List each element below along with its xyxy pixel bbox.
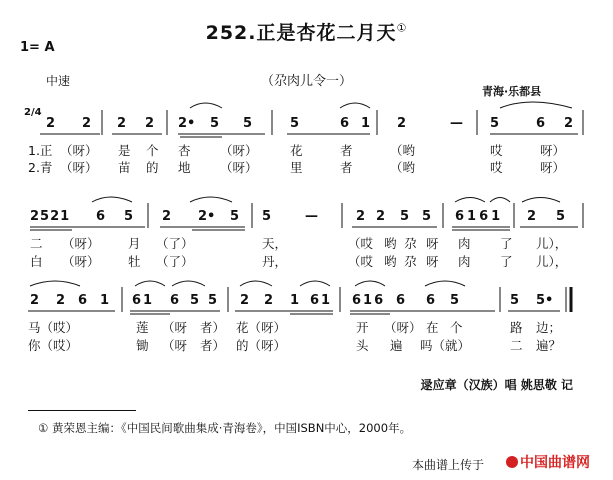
brand-logo-icon [506,456,518,468]
note: 6 [396,293,406,308]
lyric: 了 [500,254,513,269]
lyric: 尕 [404,236,417,251]
lyric: 二 [30,236,43,251]
lyric: 天， [262,236,288,251]
lyric: 头 [356,338,369,353]
lyric: 马（哎） [28,320,79,335]
note: 2• [198,209,216,224]
note: 2 [117,116,127,131]
note: 2 [30,293,40,308]
note: 2 [376,209,386,224]
lyric: 你（哎） [28,338,79,353]
lyric: 呀） [540,160,566,175]
lyric: （呀） [220,160,258,175]
note: 6 [426,293,436,308]
lyric: （了） [156,236,194,251]
lyric: （了） [156,254,194,269]
brand-name: 中国曲谱网 [520,455,590,471]
lyric: 个 [146,143,159,158]
note: 5 [400,209,410,224]
lyric: （呀） [384,320,422,335]
lyric: 丹， [262,254,288,269]
lyric: 哎 [490,160,503,175]
lyric: 者 [340,143,353,158]
note: 2 [397,116,407,131]
key-signature: 1= A [20,40,55,55]
footnote-divider [28,410,136,411]
lyric: 苗 [118,160,131,175]
lyric: 者） [200,338,226,353]
note: 1 [100,293,110,308]
note: 5 [450,293,460,308]
tempo-marking: 中速 [46,74,71,88]
lyric: 呀 [426,254,439,269]
lyric: 吗（就） [420,338,471,353]
lyric: （哎 [348,236,374,251]
subtitle: （尕肉儿令一） [260,74,352,89]
lyric: （哟 [390,160,416,175]
lyric: 在 [426,320,439,335]
time-signature: 2/4 [24,107,42,118]
note: 1 [361,116,371,131]
lyric: 白 [30,254,43,269]
upload-text: 本曲谱上传于 [412,458,485,472]
lyric: 肉 [458,236,471,251]
note: 5• [536,293,554,308]
lyric: 牡 [128,254,141,269]
note: 2• [178,116,196,131]
lyric: 里 [290,160,303,175]
lyric: 了 [500,236,513,251]
rest-dash: — [305,209,318,224]
lyric: 者） [200,320,226,335]
note: 5 [243,116,253,131]
brand-logo[interactable] [506,452,590,472]
note: 1 [290,293,300,308]
note: 5 [262,209,272,224]
lyric: 莲 [136,320,149,335]
note: 2 [264,293,274,308]
note: 616 [352,293,386,308]
note: 5 [190,293,200,308]
lyric: 呀 [426,236,439,251]
note: 5 [422,209,432,224]
note: 5 [210,116,220,131]
lyric: 尕 [404,254,417,269]
lyric: 月 [128,236,141,251]
lyric: （呀） [60,143,98,158]
note: 2 [162,209,172,224]
lyric: 2.青 [28,160,53,175]
lyric: 二 [510,338,523,353]
note: 2 [56,293,66,308]
note: 5 [208,293,218,308]
note: 5 [124,209,134,224]
note: 61 [132,293,155,308]
lyric: 哟 [384,236,397,251]
note: 6 [78,293,88,308]
lyric: 花（呀） [236,320,287,335]
lyric: 遍 [390,338,403,353]
lyric: 锄 [136,338,149,353]
lyric: 哎 [490,143,503,158]
lyric: （呀） [62,254,100,269]
lyric: 儿）， [536,254,568,269]
lyric: 的 [146,160,159,175]
note: 2 [82,116,92,131]
note: 5 [490,116,500,131]
performer-credit: 逯应章（汉族）唱 姚思敬 记 [420,378,573,392]
note: 5 [510,293,520,308]
lyric: 者 [340,160,353,175]
lyric: 哟 [384,254,397,269]
note: 6 [536,116,546,131]
lyric: 的（呀） [236,338,287,353]
note: 2 [240,293,250,308]
lyric: 开 [356,320,369,335]
lyric: （呀 [162,320,188,335]
lyric: 儿）， [536,236,568,251]
footnote-mark: ① [396,21,408,35]
lyric: 地 [178,160,191,175]
lyric: 边； [536,320,562,335]
footnote: ① 黄荣恩主编：《中国民间歌曲集成·青海卷》，中国ISBN中心，2000年。 [38,421,412,435]
lyric: （呀） [60,160,98,175]
lyric: 肉 [458,254,471,269]
note: 5 [230,209,240,224]
lyric: （呀） [220,143,258,158]
note: 6161 [455,209,504,224]
lyric: （呀 [162,338,188,353]
note: 6 [340,116,350,131]
lyric: 遍？ [536,338,562,353]
origin-label: 青海·乐都县 [482,85,542,98]
note: 6 [96,209,106,224]
lyric: 路 [510,320,523,335]
note: 2 [527,209,537,224]
page-title: 252.正是杏花二月天① [205,21,408,44]
lyric: 1.正 [28,143,53,158]
lyric: 花 [290,143,303,158]
note: 2 [46,116,56,131]
note: 6 [170,293,180,308]
lyric: 杏 [178,143,191,158]
lyric: （呀） [62,236,100,251]
note: 5 [290,116,300,131]
lyric: （哎 [348,254,374,269]
note: 2521 [30,209,71,224]
rest-dash: — [450,116,463,131]
note: 2 [564,116,574,131]
note: 5 [556,209,566,224]
lyric: 是 [118,143,131,158]
lyric: 个 [450,320,463,335]
note: 2 [145,116,155,131]
lyric: 呀） [540,143,566,158]
lyric: （哟 [390,143,416,158]
note: 61 [310,293,333,308]
note: 2 [356,209,366,224]
